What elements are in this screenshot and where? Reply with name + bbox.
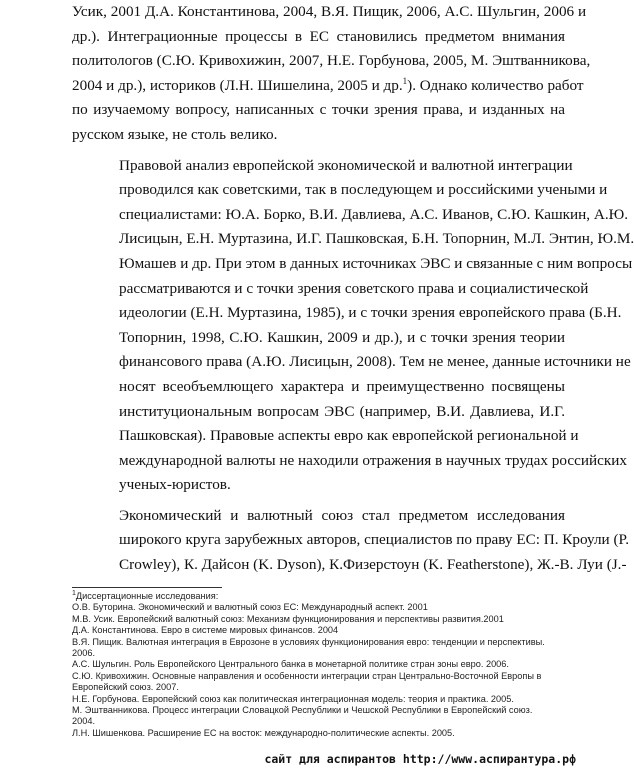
site-banner: сайт для аспирантов http://www.аспирантура.рф: [264, 752, 576, 766]
footnote-line: А.С. Шульгин. Роль Европейского Центрального банка в монетарной политике стран зоны евро. 2006.: [72, 659, 509, 670]
footnote-marker: 1: [72, 589, 76, 597]
footnotes: [72, 591, 572, 739]
text-line: [72, 74, 584, 99]
footnote-line: М. Эштванникова. Процесс интеграции Словацкой Республики и Чешской Республики в Европейский союз.: [72, 705, 533, 716]
footnote-line: 2006.: [72, 648, 95, 659]
text-line: политологов (С.Ю. Кривохижин, 2007, Н.Е. Горбунова, 2005, М. Эштванникова,: [72, 52, 591, 70]
footnote-line: О.В. Буторина. Экономический и валютный союз ЕС: Международный аспект. 2001: [72, 602, 428, 613]
text-line: Юмашев и др. При этом в данных источниках ЭВС и связанные с ним вопросы: [119, 254, 633, 272]
footnote-line: Л.Н. Шишенкова. Расширение ЕС на восток: международно-политические аспекты. 2005.: [72, 727, 455, 738]
text-line: др.). Интеграционные процессы в ЕС становились предметом внимания: [72, 27, 565, 45]
body-text: [72, 0, 634, 578]
footnote-line: Д.А. Константинова. Евро в системе мировых финансов. 2004: [72, 625, 339, 636]
text-line: Лисицын, Е.Н. Муртазина, И.Г. Пашковская, Б.Н. Топорнин, М.Л. Энтин, Ю.М.: [119, 230, 634, 248]
text-line: русском языке, не столь велико.: [72, 125, 278, 143]
text-segment: ). Однако количество работ: [407, 76, 584, 94]
paragraph-2: [72, 154, 634, 498]
footnote-line: Н.Е. Горбунова. Европейский союз как политическая интеграционная модель: теория и практика. 2005.: [72, 693, 514, 704]
footnote-divider: [72, 587, 222, 588]
text-line: идеологии (Е.Н. Муртазина, 1985), и с точки зрения европейского права (Б.Н.: [119, 304, 622, 322]
text-line: специалистами: Ю.А. Борко, В.И. Давлиева, А.С. Иванов, С.Ю. Кашкин, А.Ю.: [119, 205, 629, 223]
footnote-line: С.Ю. Кривохижин. Основные направления и особенности интеграции стран Центрально-Восточной Европы в: [72, 670, 542, 681]
paragraph-1: [72, 0, 591, 148]
text-line: по изучаемому вопросу, написанных с точки зрения права, и изданных на: [72, 101, 565, 119]
footnote-line: М.В. Усик. Европейский валютный союз: Механизм функционирования и перспективы развития.2001: [72, 613, 504, 624]
text-line: Экономический и валютный союз стал предметом исследования: [119, 506, 565, 524]
text-line: Правовой анализ европейской экономической и валютной интеграции: [119, 156, 573, 174]
text-segment: 2004 и др.), историков (Л.Н. Шишелина, 2005 и др.: [72, 76, 403, 94]
text-line: носят всеобъемлющего характера и преимущественно посвящены: [119, 377, 565, 395]
text-line: Усик, 2001 Д.А. Константинова, 2004, В.Я. Пищик, 2006, А.С. Шульгин, 2006 и: [72, 3, 587, 20]
text-line: финансового права (А.Ю. Лисицын, 2008). Тем не менее, данные источники не: [119, 353, 631, 371]
text-line: рассматриваются и с точки зрения советского права и социалистической: [119, 279, 589, 297]
text-line: проводился как советскими, так в последующем и российскими учеными и: [119, 181, 608, 199]
text-line: ученых-юристов.: [119, 476, 231, 494]
footnote-line: В.Я. Пищик. Валютная интеграция в Еврозоне в условиях функционирования евро: тенденции и перспективы.: [72, 636, 545, 647]
paragraph-3: [72, 504, 630, 578]
footnote-title-text: Диссертационные исследования:: [75, 591, 219, 601]
footnote-ref[interactable]: 1: [402, 75, 408, 86]
footnote-line: 2004.: [72, 716, 95, 727]
text-line: Пашковская). Правовые аспекты евро как европейской региональной и: [119, 427, 579, 445]
text-line: международной валюты не находили отражения в научных трудах российских: [119, 451, 627, 469]
text-line: Crowley), К. Дайсон (K. Dyson), К.Физерстоун (K. Featherstone), Ж.-В. Луи (J.-: [119, 556, 627, 574]
text-line: Топорнин, 1998, С.Ю. Кашкин, 2009 и др.), и с точки зрения теории: [119, 328, 565, 346]
footnote-title: [72, 591, 572, 602]
text-line: институциональным вопросам ЭВС (например, В.И. Давлиева, И.Г.: [119, 402, 565, 420]
footnote-line: Европейский союз. 2007.: [72, 682, 179, 693]
text-line: широкого круга зарубежных авторов, специалистов по праву ЕС: П. Кроули (P.: [119, 531, 630, 549]
